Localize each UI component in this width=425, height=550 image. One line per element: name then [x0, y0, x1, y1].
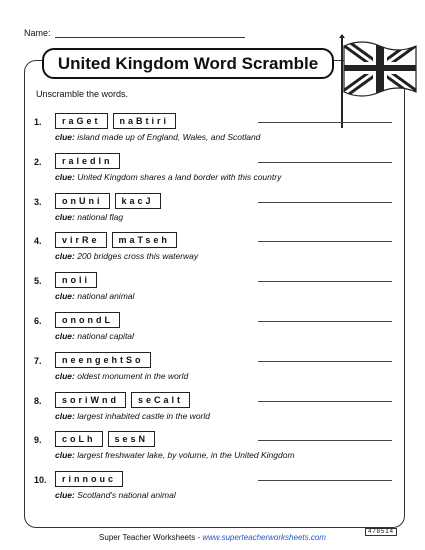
worksheet-code: 478514 [365, 528, 397, 536]
clue [55, 450, 295, 460]
item-number: 1. [34, 117, 42, 127]
list-item [34, 272, 394, 308]
scrambled-word: maTseh [112, 232, 177, 248]
clue-label: clue: [55, 331, 75, 341]
item-number: 10. [34, 475, 47, 486]
list-item [34, 113, 394, 149]
clue-text: national animal [77, 291, 135, 302]
item-number: 3. [34, 196, 42, 207]
list-item [34, 232, 394, 268]
answer-line[interactable] [258, 122, 392, 123]
clue [55, 212, 123, 222]
scrambled-words [55, 272, 97, 288]
clue-text: United Kingdom shares a land border with this country [77, 171, 282, 182]
scrambled-word: onondL [55, 312, 120, 328]
item-number: 6. [34, 316, 42, 326]
scrambled-words [55, 232, 177, 248]
clue [55, 291, 134, 301]
list-item [34, 312, 394, 348]
name-label: Name: [24, 28, 51, 38]
scrambled-word: raledIn [55, 153, 120, 169]
clue [55, 411, 210, 421]
clue [55, 331, 134, 341]
clue-label: clue: [55, 132, 75, 142]
clue-text: largest freshwater lake, by volume, in the United Kingdom [77, 450, 295, 461]
footer [0, 533, 425, 542]
scrambled-word: naBtiri [113, 113, 177, 129]
list-item [34, 471, 394, 507]
clue-label: clue: [55, 450, 75, 461]
clue-text: island made up of England, Wales, and Scotland [77, 132, 261, 142]
scrambled-word: rinnouc [55, 471, 123, 487]
list-item [34, 153, 394, 189]
clue-label: clue: [55, 370, 75, 381]
item-number: 9. [34, 435, 42, 446]
answer-line[interactable] [258, 361, 392, 362]
name-row [24, 28, 245, 38]
scrambled-word: neengehtSo [55, 352, 151, 368]
item-number: 2. [34, 156, 42, 167]
scrambled-words [55, 113, 176, 129]
list-item [34, 352, 394, 388]
scrambled-word: soriWnd [55, 392, 126, 408]
clue-label: clue: [55, 251, 75, 262]
scrambled-word: sesN [108, 431, 156, 447]
scrambled-words [55, 471, 123, 487]
clue-label: clue: [55, 490, 75, 501]
clue [55, 371, 188, 381]
name-field[interactable] [55, 28, 245, 38]
scrambled-word: noli [55, 272, 97, 288]
answer-line[interactable] [258, 202, 392, 203]
clue-label: clue: [55, 410, 75, 421]
scrambled-words [55, 153, 120, 169]
answer-line[interactable] [258, 440, 392, 441]
list-item [34, 392, 394, 428]
scrambled-word: raGet [55, 113, 108, 129]
scrambled-words [55, 193, 161, 209]
clue-text: largest inhabited castle in the world [77, 410, 210, 421]
answer-line[interactable] [258, 241, 392, 242]
list-item [34, 431, 394, 467]
clue-text: oldest monument in the world [77, 370, 189, 381]
item-number: 8. [34, 395, 42, 406]
list-item [34, 193, 394, 229]
answer-line[interactable] [258, 281, 392, 282]
instructions: Unscramble the words. [36, 89, 129, 99]
page-title: United Kingdom Word Scramble [42, 48, 334, 79]
clue [55, 172, 281, 182]
scrambled-word: seCalt [131, 392, 190, 408]
answer-line[interactable] [258, 162, 392, 163]
scrambled-words [55, 352, 151, 368]
scrambled-words [55, 312, 120, 328]
scrambled-words [55, 392, 190, 408]
scrambled-word: coLh [55, 431, 103, 447]
answer-line[interactable] [258, 321, 392, 322]
clue-text: 200 bridges cross this waterway [77, 251, 199, 262]
item-number: 7. [34, 355, 42, 366]
answer-line[interactable] [258, 480, 392, 481]
answer-line[interactable] [258, 401, 392, 402]
item-number: 4. [34, 236, 42, 247]
clue-text: national capital [77, 331, 134, 341]
clue-label: clue: [55, 171, 75, 182]
scrambled-word: virRe [55, 232, 107, 248]
scrambled-words [55, 431, 155, 447]
clue-label: clue: [55, 291, 75, 302]
scrambled-word: kacJ [115, 193, 161, 209]
footer-brand: Super Teacher Worksheets [99, 533, 196, 542]
clue-label: clue: [55, 211, 75, 222]
clue [55, 251, 198, 261]
clue [55, 132, 260, 142]
item-number: 5. [34, 276, 42, 287]
clue [55, 490, 176, 500]
scrambled-word: onUni [55, 193, 110, 209]
clue-text: national flag [77, 211, 124, 222]
footer-link[interactable]: www.superteacherworksheets.com [202, 533, 326, 542]
clue-text: Scotland's national animal [77, 490, 176, 501]
footer-separator: - [195, 533, 203, 542]
